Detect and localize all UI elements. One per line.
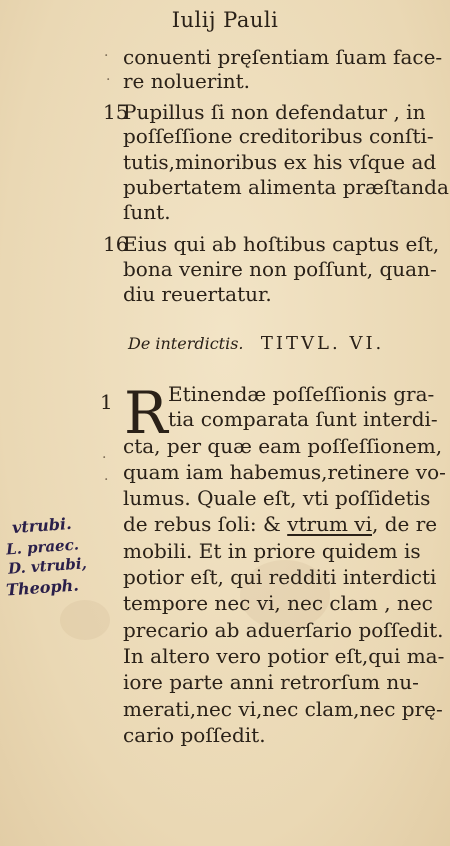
text-line: quam iam habemus,retinere vo-: [123, 460, 446, 484]
section-title: TITVL. VI.: [260, 333, 385, 354]
margin-mark: ·: [106, 72, 111, 88]
text-line: diu reuertatur.: [123, 282, 272, 306]
text-line: merati,nec vi,nec clam,nec prę-: [123, 697, 443, 721]
text-line: lumus. Quale eſt, vti poſſidetis: [123, 486, 431, 510]
handwritten-note: D. vtrubi,: [7, 554, 88, 578]
running-title: Iulij Pauli: [171, 8, 279, 32]
text-line: cta, per quæ eam poſſeſſionem,: [123, 434, 443, 458]
handwritten-note: L. praec.: [5, 535, 80, 559]
text-line: Pupillus ſi non defendatur , in: [123, 100, 426, 124]
underlined-phrase: vtrum vi: [287, 512, 372, 536]
text-line: poſſeſſione creditoribus conſti-: [123, 124, 434, 148]
text-line: ſunt.: [123, 200, 171, 224]
text-line: Etinendæ poſſeſſionis gra-: [168, 382, 435, 406]
margin-mark: ·: [102, 450, 107, 466]
text-line: pubertatem alimenta præſtanda: [123, 175, 449, 199]
paper-stain: [60, 600, 110, 640]
margin-mark: ·: [104, 472, 109, 488]
text-line: potior eſt, qui redditi interdicti: [123, 565, 437, 589]
text-line: tia comparata ſunt interdi-: [168, 407, 438, 431]
text-line: precario ab aduerſario poſſedit.: [123, 618, 444, 642]
section-subtitle: De interdictis.: [128, 334, 244, 353]
handwritten-note: vtrubi.: [11, 513, 73, 538]
text-line: Eius qui ab hoſtibus captus eſt,: [123, 232, 440, 256]
section-heading: [128, 333, 384, 354]
text-line: tutis,minoribus ex his vſque ad: [123, 150, 437, 174]
paragraph-number: 1: [100, 390, 113, 414]
text-line: In altero vero potior eſt,qui ma-: [123, 644, 445, 668]
text-line: [123, 512, 437, 536]
paragraph-number: 15: [103, 100, 129, 124]
margin-mark: ·: [104, 48, 109, 64]
text-line: mobili. Et in priore quidem is: [123, 539, 421, 563]
text-line: cario poſſedit.: [123, 723, 266, 747]
text-line: re noluerint.: [123, 69, 251, 93]
drop-cap: R: [124, 379, 168, 447]
text-line: iore parte anni retrorſum nu-: [123, 670, 419, 694]
text-segment: de rebus ſoli: &: [123, 512, 288, 536]
text-segment: , de re: [372, 512, 438, 536]
text-line: tempore nec vi, nec clam , nec: [123, 591, 433, 615]
handwritten-note: Theoph.: [5, 575, 80, 600]
text-line: bona venire non poſſunt, quan-: [123, 257, 437, 281]
paragraph-number: 16: [103, 232, 129, 256]
text-line: conuenti pręſentiam ſuam face-: [123, 45, 443, 69]
